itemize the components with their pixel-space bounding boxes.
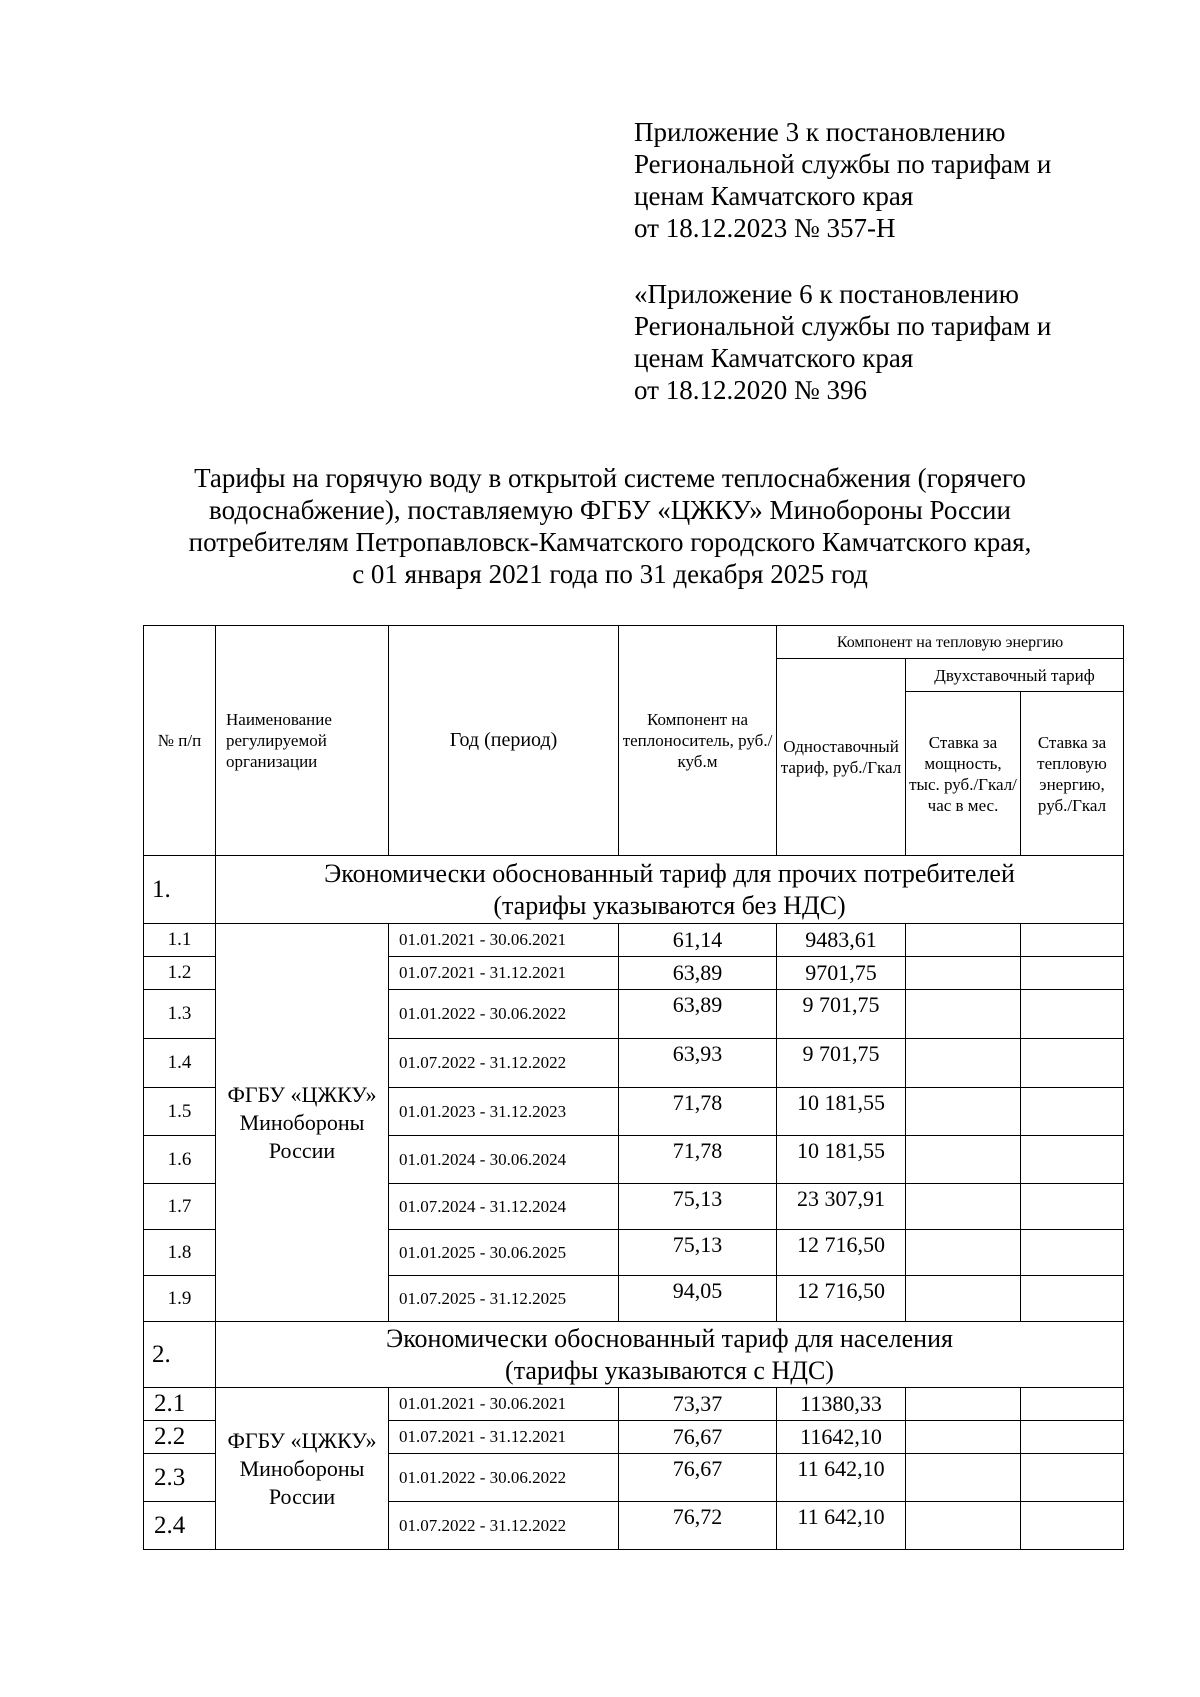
carrier-value: 63,93: [619, 1039, 777, 1088]
annex-line: от 18.12.2020 № 396: [634, 375, 867, 405]
annex-line: ценам Камчатского края: [634, 343, 914, 373]
row-period: 01.07.2022 - 31.12.2022: [389, 1039, 619, 1088]
row-period: 01.07.2025 - 31.12.2025: [389, 1276, 619, 1322]
row-number: 1.5: [144, 1088, 216, 1136]
energy-rate-value: [1021, 1230, 1124, 1276]
title-line: водоснабжение), поставляемую ФГБУ «ЦЖКУ» Минобороны России: [209, 495, 1011, 525]
row-number: 1.9: [144, 1276, 216, 1322]
row-period: 01.01.2022 - 30.06.2022: [389, 990, 619, 1039]
single-rate-value: 12 716,50: [777, 1230, 906, 1276]
single-rate-value: 11 642,10: [777, 1502, 906, 1550]
row-period: 01.01.2021 - 30.06.2021: [389, 924, 619, 957]
row-number: 2.4: [144, 1502, 216, 1550]
organization-name: ФГБУ «ЦЖКУ» Минобороны России: [216, 924, 389, 1322]
row-period: 01.01.2021 - 30.06.2021: [389, 1388, 619, 1421]
capacity-rate-value: [906, 1502, 1021, 1550]
tariff-table: [143, 625, 1124, 1550]
row-number: 1.4: [144, 1039, 216, 1088]
annex-current-reference: [634, 116, 1051, 244]
document-title: [120, 462, 1100, 590]
row-period: 01.01.2022 - 30.06.2022: [389, 1454, 619, 1502]
carrier-value: 76,67: [619, 1421, 777, 1454]
section-title-line: (тарифы указываются без НДС): [493, 890, 846, 920]
capacity-rate-value: [906, 924, 1021, 957]
capacity-rate-value: [906, 957, 1021, 990]
single-rate-value: 9 701,75: [777, 990, 906, 1039]
carrier-value: 71,78: [619, 1088, 777, 1136]
energy-rate-value: [1021, 1184, 1124, 1230]
carrier-value: 94,05: [619, 1276, 777, 1322]
single-rate-value: 23 307,91: [777, 1184, 906, 1230]
row-period: 01.01.2025 - 30.06.2025: [389, 1230, 619, 1276]
header-single-rate: Одноставочный тариф, руб./Гкал: [777, 659, 906, 856]
annex-line: Приложение 3 к постановлению: [634, 117, 1006, 147]
row-number: 2.2: [144, 1421, 216, 1454]
section-number: 2.: [144, 1322, 216, 1388]
header-carrier: Компонент на теплоноситель, руб./куб.м: [619, 626, 777, 856]
annex-line: ценам Камчатского края: [634, 181, 914, 211]
annex-original-reference: [634, 278, 1051, 406]
title-line: Тарифы на горячую воду в открытой системе теплоснабжения (горячего: [194, 463, 1026, 493]
carrier-value: 76,67: [619, 1454, 777, 1502]
section-title-line: (тарифы указываются с НДС): [505, 1355, 834, 1385]
row-number: 1.1: [144, 924, 216, 957]
single-rate-value: 9483,61: [777, 924, 906, 957]
header-period: Год (период): [389, 626, 619, 856]
carrier-value: 61,14: [619, 924, 777, 957]
annex-line: «Приложение 6 к постановлению: [634, 279, 1019, 309]
section-title-line: Экономически обоснованный тариф для прочих потребителей: [324, 858, 1015, 888]
row-number: 2.3: [144, 1454, 216, 1502]
carrier-value: 75,13: [619, 1184, 777, 1230]
energy-rate-value: [1021, 1421, 1124, 1454]
capacity-rate-value: [906, 1136, 1021, 1184]
single-rate-value: 10 181,55: [777, 1088, 906, 1136]
title-line: с 01 января 2021 года по 31 декабря 2025 год: [352, 559, 868, 589]
carrier-value: 63,89: [619, 957, 777, 990]
header-num: № п/п: [144, 626, 216, 856]
header-heat-group: Компонент на тепловую энергию: [777, 626, 1124, 659]
energy-rate-value: [1021, 1502, 1124, 1550]
energy-rate-value: [1021, 1388, 1124, 1421]
energy-rate-value: [1021, 990, 1124, 1039]
section-title: [216, 856, 1124, 924]
carrier-value: 73,37: [619, 1388, 777, 1421]
row-number: 1.6: [144, 1136, 216, 1184]
energy-rate-value: [1021, 1136, 1124, 1184]
row-period: 01.01.2023 - 31.12.2023: [389, 1088, 619, 1136]
capacity-rate-value: [906, 990, 1021, 1039]
energy-rate-value: [1021, 1088, 1124, 1136]
capacity-rate-value: [906, 1230, 1021, 1276]
row-number: 1.7: [144, 1184, 216, 1230]
capacity-rate-value: [906, 1088, 1021, 1136]
annex-line: Региональной службы по тарифам и: [634, 311, 1052, 341]
row-number: 1.3: [144, 990, 216, 1039]
carrier-value: 71,78: [619, 1136, 777, 1184]
header-org: Наименование регулируемой организации: [216, 626, 389, 856]
single-rate-value: 11642,10: [777, 1421, 906, 1454]
single-rate-value: 10 181,55: [777, 1136, 906, 1184]
header-energy-rate: Ставка за тепловую энергию, руб./Гкал: [1021, 692, 1124, 856]
table-row: [144, 924, 1124, 957]
capacity-rate-value: [906, 1276, 1021, 1322]
row-number: 1.8: [144, 1230, 216, 1276]
carrier-value: 76,72: [619, 1502, 777, 1550]
capacity-rate-value: [906, 1039, 1021, 1088]
single-rate-value: 9 701,75: [777, 1039, 906, 1088]
energy-rate-value: [1021, 1276, 1124, 1322]
energy-rate-value: [1021, 924, 1124, 957]
capacity-rate-value: [906, 1421, 1021, 1454]
header-two-rate-group: Двухставочный тариф: [906, 659, 1124, 692]
header-capacity-rate: Ставка за мощность, тыс. руб./Гкал/час в мес.: [906, 692, 1021, 856]
row-period: 01.07.2021 - 31.12.2021: [389, 957, 619, 990]
row-number: 1.2: [144, 957, 216, 990]
energy-rate-value: [1021, 1039, 1124, 1088]
row-period: 01.01.2024 - 30.06.2024: [389, 1136, 619, 1184]
capacity-rate-value: [906, 1454, 1021, 1502]
capacity-rate-value: [906, 1184, 1021, 1230]
row-period: 01.07.2024 - 31.12.2024: [389, 1184, 619, 1230]
section-number: 1.: [144, 856, 216, 924]
row-period: 01.07.2022 - 31.12.2022: [389, 1502, 619, 1550]
section-title: [216, 1322, 1124, 1388]
single-rate-value: 12 716,50: [777, 1276, 906, 1322]
single-rate-value: 11380,33: [777, 1388, 906, 1421]
title-line: потребителям Петропавловск-Камчатского городского Камчатского края,: [188, 527, 1032, 557]
annex-line: от 18.12.2023 № 357-Н: [634, 213, 896, 243]
single-rate-value: 9701,75: [777, 957, 906, 990]
carrier-value: 75,13: [619, 1230, 777, 1276]
annex-line: Региональной службы по тарифам и: [634, 149, 1052, 179]
section-title-line: Экономически обоснованный тариф для населения: [386, 1323, 953, 1353]
energy-rate-value: [1021, 1454, 1124, 1502]
capacity-rate-value: [906, 1388, 1021, 1421]
carrier-value: 63,89: [619, 990, 777, 1039]
organization-name: ФГБУ «ЦЖКУ» Минобороны России: [216, 1388, 389, 1550]
row-number: 2.1: [144, 1388, 216, 1421]
energy-rate-value: [1021, 957, 1124, 990]
row-period: 01.07.2021 - 31.12.2021: [389, 1421, 619, 1454]
single-rate-value: 11 642,10: [777, 1454, 906, 1502]
table-row: [144, 1388, 1124, 1421]
